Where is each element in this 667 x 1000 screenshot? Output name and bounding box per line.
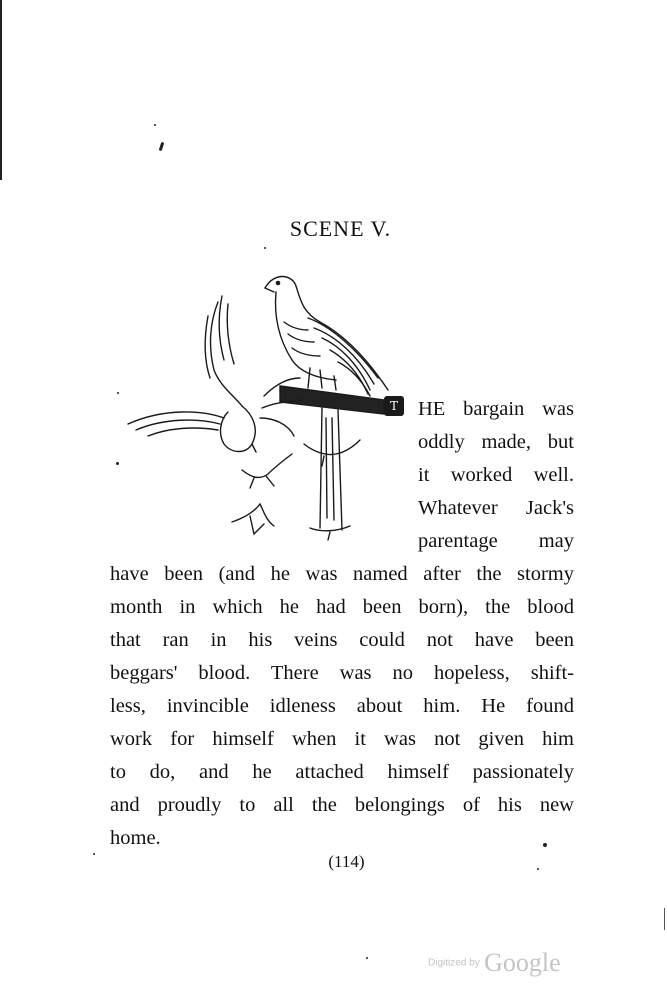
perch-drawing: [280, 386, 384, 540]
page-edge-line: [0, 0, 2, 180]
right-column-line: HE bargain was: [418, 399, 574, 420]
body-line: beggars' blood. There was no hopeless, shift-: [110, 663, 574, 684]
perching-dove-drawing: [265, 277, 388, 397]
doves-and-perch-illustration: [124, 268, 406, 550]
body-line: to do, and he attached himself passionately: [110, 762, 574, 783]
watermark-prefix: Digitized by: [428, 957, 480, 969]
scene-heading: SCENE V.: [289, 216, 392, 241]
ink-speck: [117, 392, 119, 394]
body-line: that ran in his veins could not have been: [110, 630, 574, 651]
ink-speck: [366, 957, 368, 959]
digitized-watermark: [428, 948, 561, 978]
body-line: have been (and he was named after the stormy: [110, 564, 574, 585]
body-line: less, invincible idleness about him. He found: [110, 696, 574, 717]
ink-speck: [154, 124, 156, 126]
right-column-line: Whatever Jack's: [418, 498, 574, 519]
drop-cap-initial: T: [384, 396, 404, 416]
watermark-brand: Google: [484, 948, 561, 977]
body-last-line: home.: [110, 827, 161, 849]
ink-speck: [116, 462, 119, 465]
right-column-line: oddly made, but: [418, 432, 574, 453]
right-column-line: parentage may: [418, 531, 574, 552]
page-number: (114): [328, 852, 365, 871]
body-line: month in which he had been born), the blood: [110, 597, 574, 618]
ink-speck: [264, 247, 266, 249]
ink-speck: [159, 142, 165, 151]
body-line: work for himself when it was not given him: [110, 729, 574, 750]
ink-speck: [543, 843, 547, 847]
diving-bird-drawing: [128, 296, 302, 452]
right-column-line: it worked well.: [418, 465, 574, 486]
page-edge-mark: [664, 908, 665, 930]
body-line: and proudly to all the belongings of his new: [110, 795, 574, 816]
